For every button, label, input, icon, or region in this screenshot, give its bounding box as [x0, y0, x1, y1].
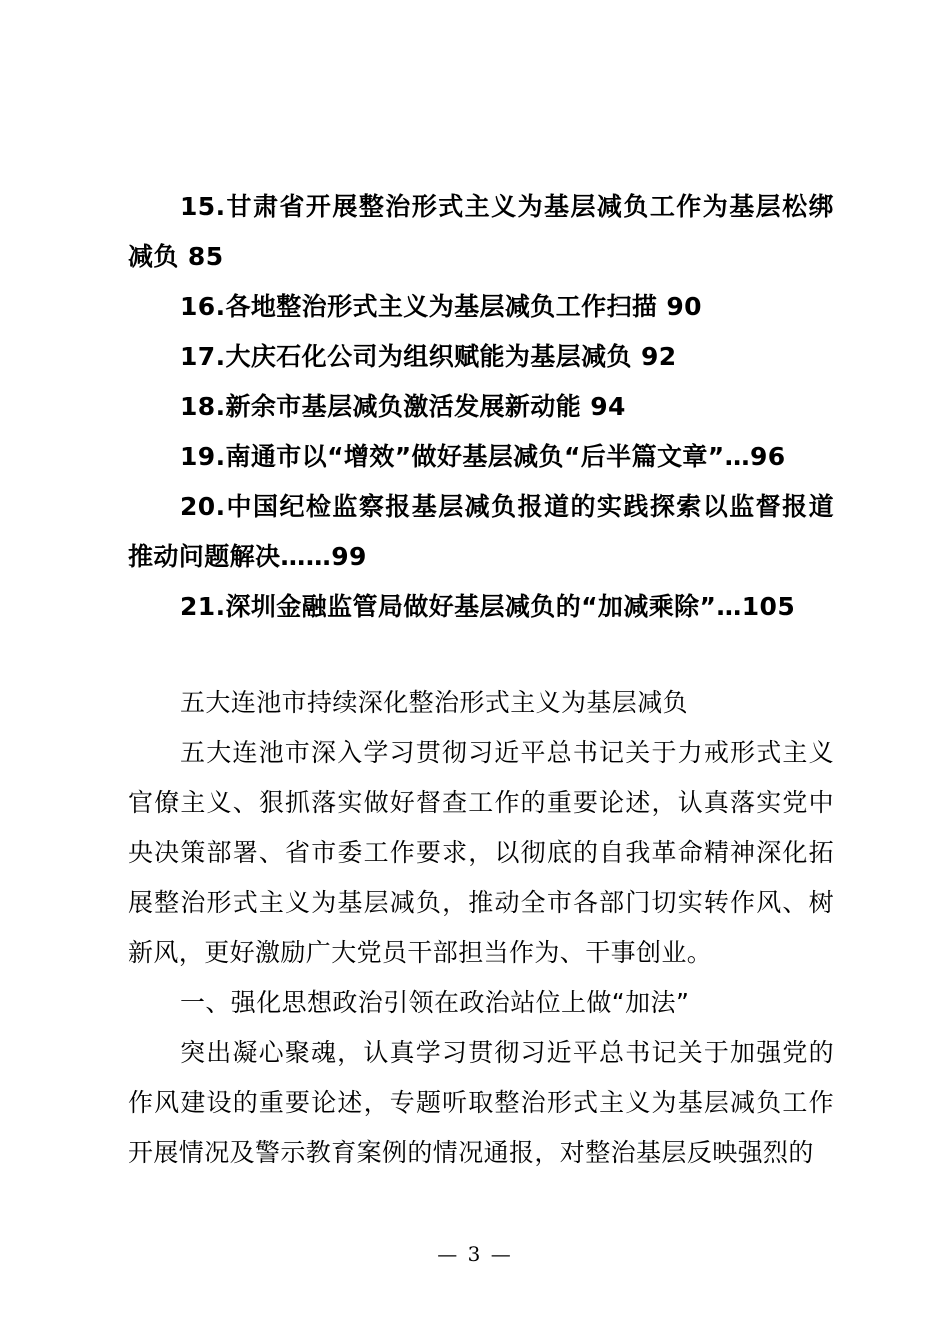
toc-entry-16: 16.各地整治形式主义为基层减负工作扫描 90	[180, 292, 702, 321]
page-number: — 3 —	[437, 1242, 513, 1266]
article-intro-paragraph: 五大连池市深入学习贯彻习近平总书记关于力戒形式主义官僚主义、狠抓落实做好督查工作的重要论述，认真落实党中央决策部署、省市委工作要求，以彻底的自我革命精神深化拓展整治形式主义为基层减负，推动全市各部门切实转作风、树新风，更好激励广大党员干部担当作为、干事创业。	[128, 738, 834, 967]
toc-entry-20: 20.中国纪检监察报基层减负报道的实践探索以监督报道推动问题解决……99	[128, 492, 834, 571]
toc-entry-18: 18.新余市基层减负激活发展新动能 94	[180, 392, 626, 421]
toc-list	[128, 182, 834, 632]
article-body	[128, 678, 834, 1178]
section-paragraph: 突出凝心聚魂，认真学习贯彻习近平总书记关于加强党的作风建设的重要论述，专题听取整治形式主义为基层减负工作开展情况及警示教育案例的情况通报，对整治基层反映强烈的	[128, 1038, 834, 1167]
toc-entry-15: 15.甘肃省开展整治形式主义为基层减负工作为基层松绑减负 85	[128, 192, 834, 271]
toc-entry-21: 21.深圳金融监管局做好基层减负的“加减乘除”…105	[180, 592, 796, 621]
article-title: 五大连池市持续深化整治形式主义为基层减负	[180, 688, 689, 717]
toc-entry-17: 17.大庆石化公司为组织赋能为基层减负 92	[180, 342, 677, 371]
toc-entry-19: 19.南通市以“增效”做好基层减负“后半篇文章”…96	[180, 442, 786, 471]
section-heading: 一、强化思想政治引领在政治站位上做“加法”	[180, 988, 690, 1017]
